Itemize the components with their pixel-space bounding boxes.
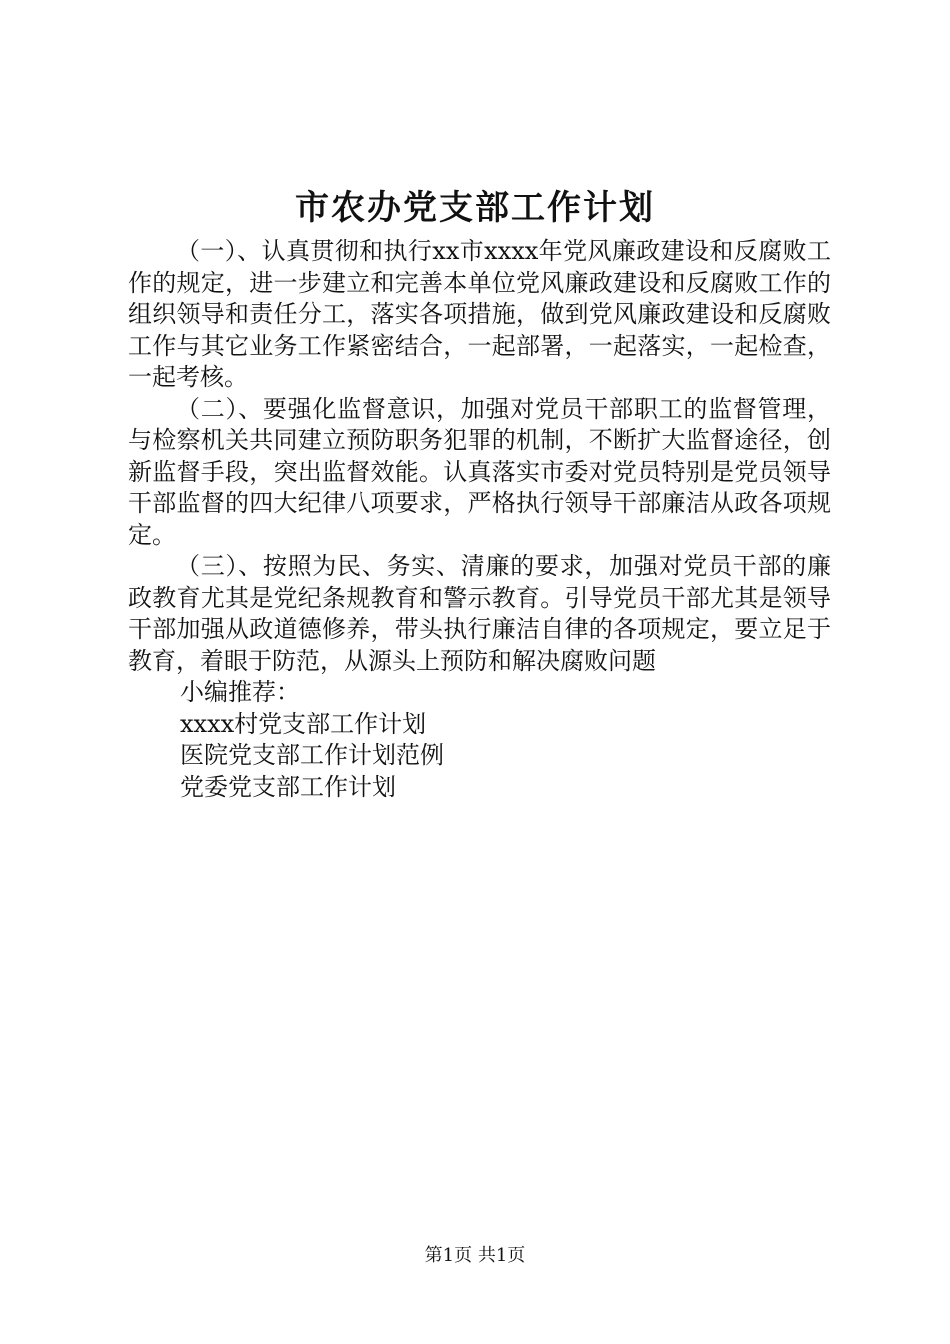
document-title: 市农办党支部工作计划 [295, 188, 655, 228]
recommendation-heading: 小编推荐： [180, 678, 300, 706]
recommendation-item-3[interactable]: 党委党支部工作计划 [180, 772, 396, 801]
paragraph-1: （一）、认真贯彻和执行xx市xxxx年党风廉政建设和反腐败工作的规定，进一步建立和完善本单位党风廉政建设和反腐败工作的组织领导和责任分工，落实各项措施，做到党风廉政建设和反腐败工作与其它业务工作紧密结合，一起部署，一起落实，一起检查，一起考核。 [128, 237, 831, 391]
paragraph-2: （二）、要强化监督意识，加强对党员干部职工的监督管理，与检察机关共同建立预防职务犯罪的机制，不断扩大监督途径，创新监督手段，突出监督效能。认真落实市委对党员特别是党员领导干部监督的四大纪律八项要求，严格执行领导干部廉洁从政各项规定。 [128, 394, 831, 549]
recommendation-item-1[interactable]: xxxx村党支部工作计划 [180, 709, 427, 738]
paragraph-3: （三）、按照为民、务实、清廉的要求，加强对党员干部的廉政教育尤其是党纪条规教育和警示教育。引导党员干部尤其是领导干部加强从政道德修养，带头执行廉洁自律的各项规定，要立足于教育，着眼于防范，从源头上预防和解决腐败问题 [128, 552, 831, 675]
page-footer: 第1页 共1页 [424, 1245, 526, 1266]
document-body [128, 236, 831, 803]
recommendation-item-2[interactable]: 医院党支部工作计划范例 [180, 741, 444, 769]
recommendation-list [128, 677, 831, 803]
